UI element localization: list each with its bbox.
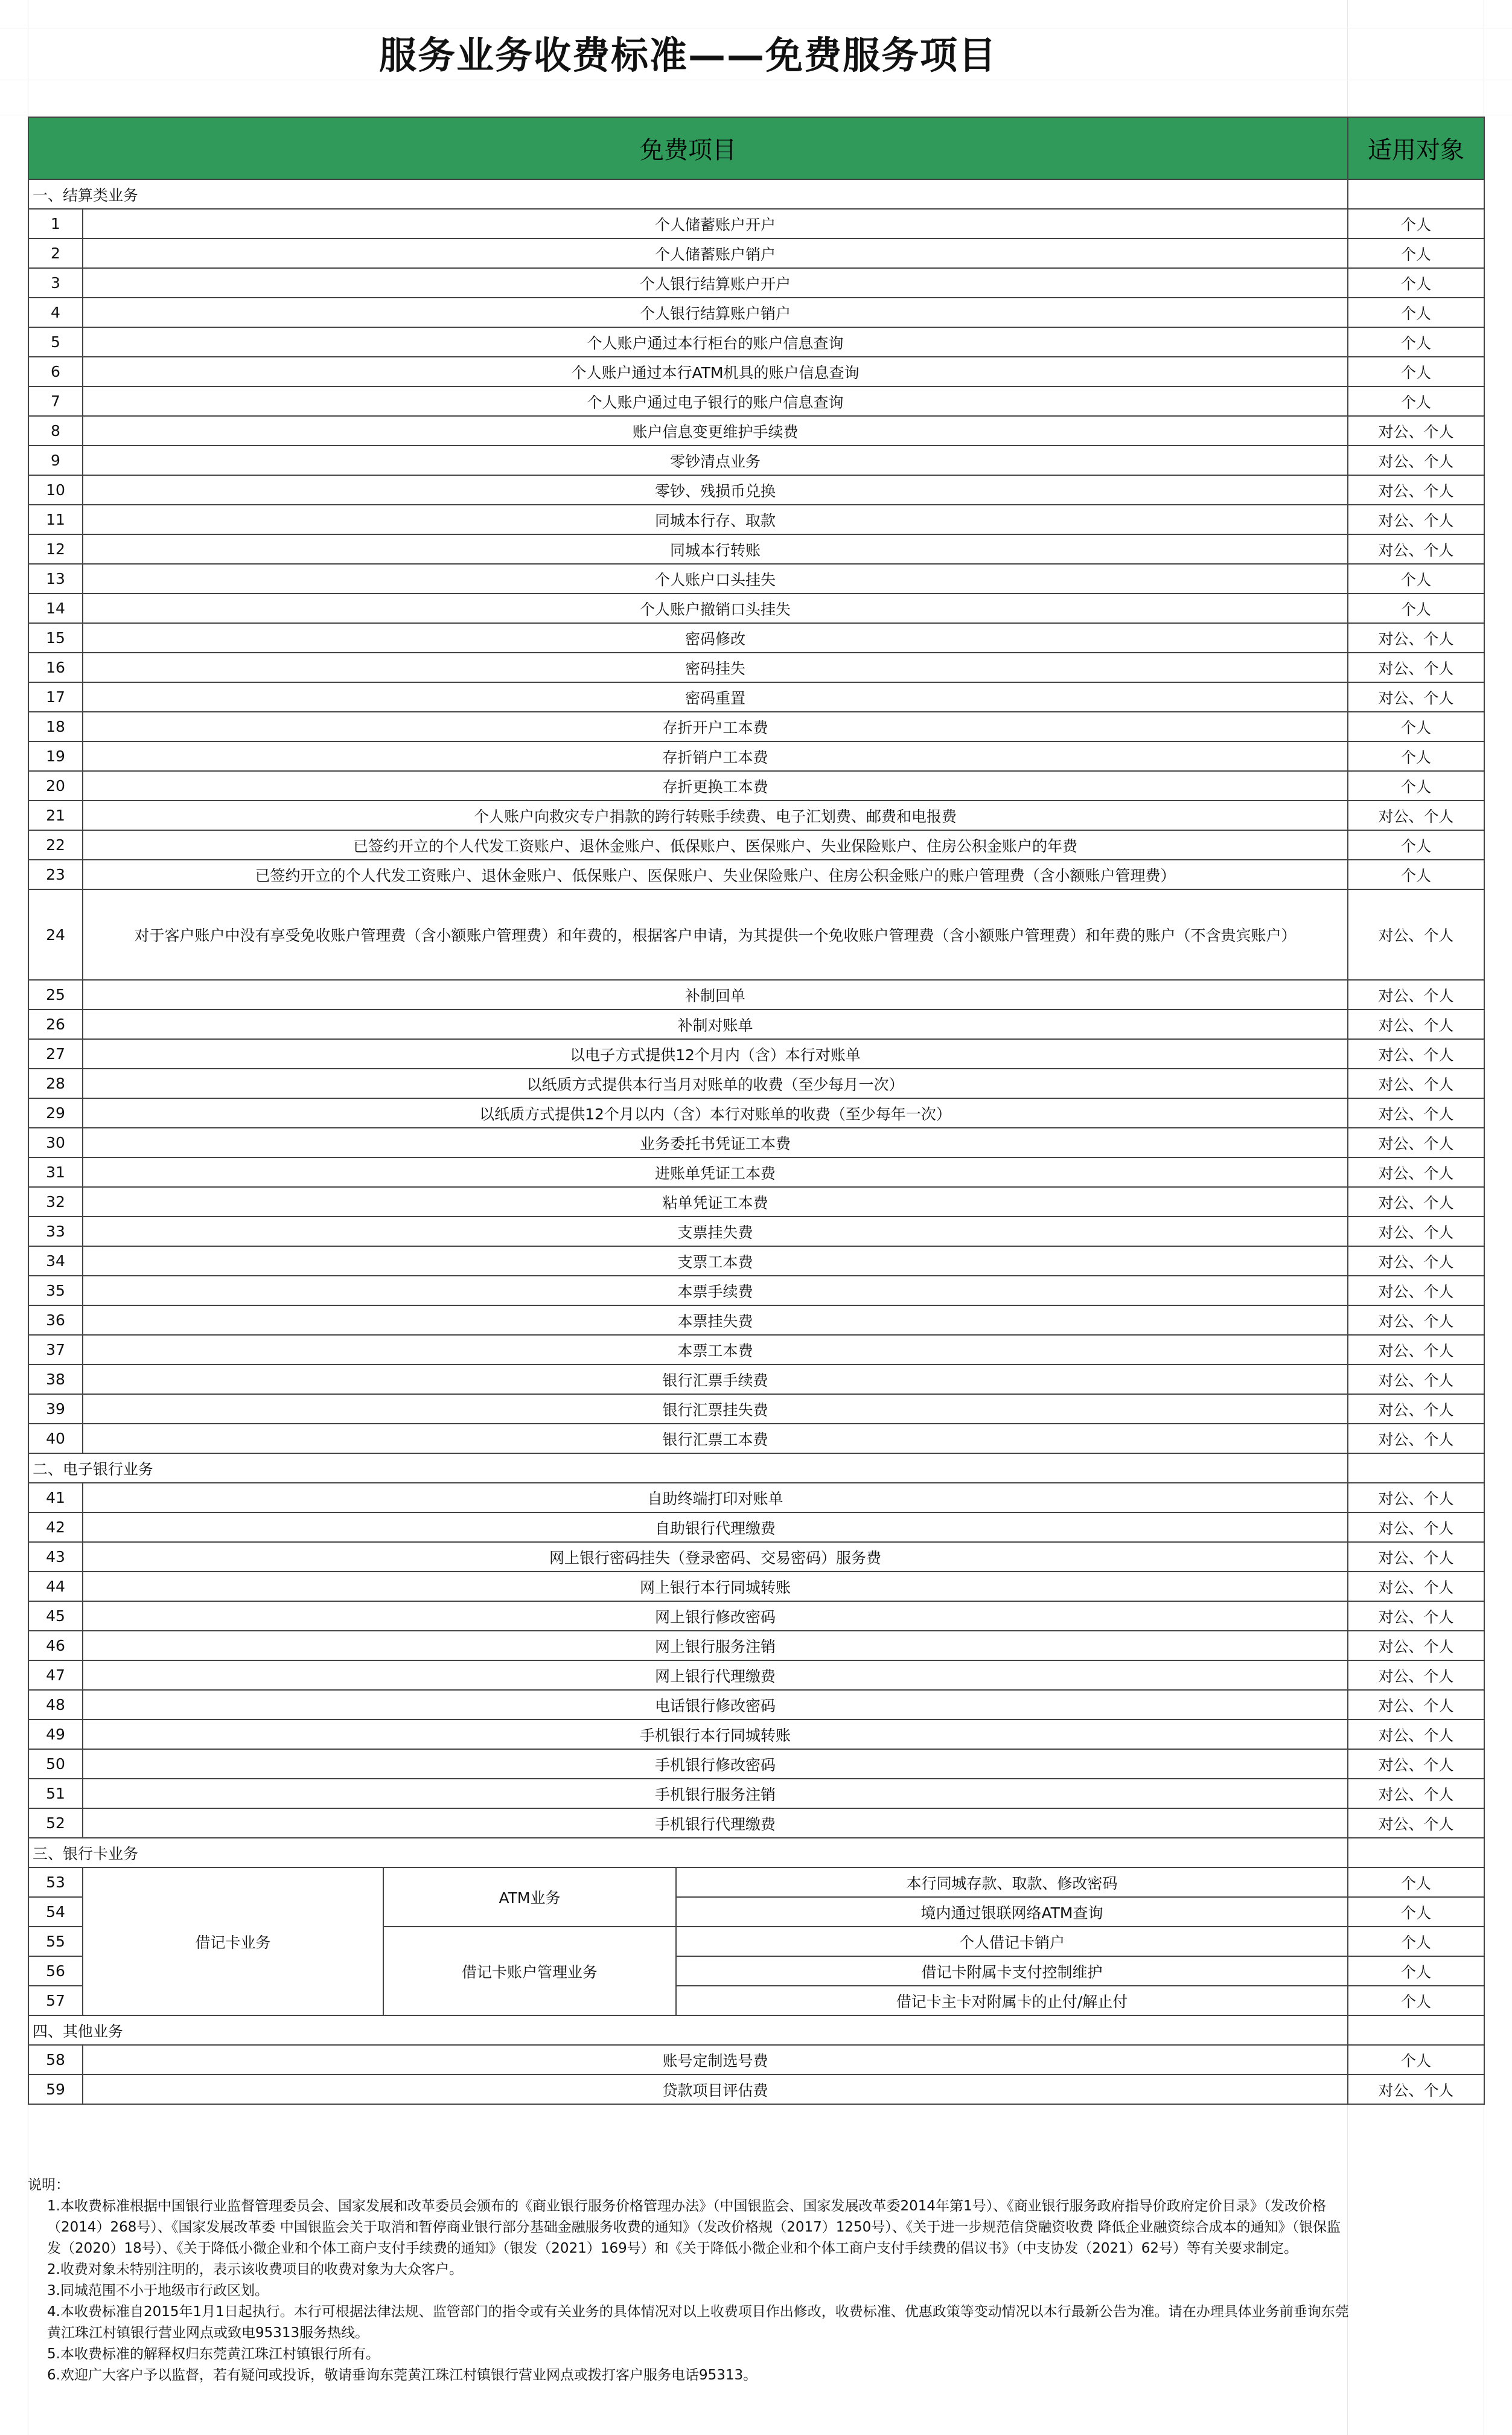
row-item: 个人账户通过本行ATM机具的账户信息查询 [83,357,1348,386]
table-row [28,623,1484,653]
row-number: 16 [28,653,83,682]
row-target: 对公、个人 [1348,1276,1484,1305]
row-number: 15 [28,623,83,653]
row-item: 已签约开立的个人代发工资账户、退休金账户、低保账户、医保账户、失业保险账户、住房公积金账户的账户管理费（含小额账户管理费） [83,860,1348,889]
row-target: 对公、个人 [1348,980,1484,1010]
table-row [28,741,1484,771]
note-6: 6.欢迎广大客户予以监督，若有疑问或投诉，敬请垂询东莞黄江珠江村镇银行营业网点或拨打客户服务电话95313。 [47,2367,758,2383]
row-item: 零钞、残损币兑换 [83,475,1348,505]
table-row [28,327,1484,357]
table-row [28,209,1484,238]
row-item: 个人储蓄账户开户 [83,209,1348,238]
row-item: 手机银行本行同城转账 [83,1720,1348,1749]
note-2: 2.收费对象未特别注明的，表示该收费项目的收费对象为大众客户。 [47,2262,463,2277]
row-item: 个人银行结算账户销户 [83,298,1348,327]
row-target: 个人 [1348,741,1484,771]
note-4: 4.本收费标准自2015年1月1日起执行。本行可根据法律法规、监管部门的指令或有关业务的具体情况对以上收费项目作出修改，收费标准、优惠政策等变动情况以本行最新公告为准。请在办理具体业务前垂询东莞黄江珠江村镇银行营业网点或致电95313服务热线。 [47,2304,1349,2341]
row-number: 27 [28,1039,83,1069]
row-number: 10 [28,475,83,505]
table-row [28,1867,1484,1897]
row-number: 57 [28,1986,83,2015]
row-number: 54 [28,1897,83,1927]
row-number: 6 [28,357,83,386]
table-row [28,1631,1484,1660]
table-row [28,534,1484,564]
row-item: 进账单凭证工本费 [83,1157,1348,1187]
table-row [28,860,1484,889]
row-item: 以电子方式提供12个月内（含）本行对账单 [83,1039,1348,1069]
row-item: 本票手续费 [83,1276,1348,1305]
row-item: 本行同城存款、取款、修改密码 [676,1867,1348,1897]
section-heading: 二、电子银行业务 [28,1453,1348,1483]
row-number: 9 [28,446,83,475]
row-target: 对公、个人 [1348,653,1484,682]
table-row [28,1157,1484,1187]
row-target: 对公、个人 [1348,623,1484,653]
row-item: 个人账户通过本行柜台的账户信息查询 [83,327,1348,357]
table-row [28,1276,1484,1305]
table-row [28,446,1484,475]
table-row [28,2075,1484,2104]
note-5: 5.本收费标准的解释权归东莞黄江珠江村镇银行所有。 [47,2346,380,2362]
row-target: 个人 [1348,2045,1484,2075]
row-target: 个人 [1348,1956,1484,1986]
row-item: 自助银行代理缴费 [83,1512,1348,1542]
row-number: 26 [28,1010,83,1039]
table-row [28,653,1484,682]
row-target: 对公、个人 [1348,1779,1484,1808]
section-heading-row [28,2015,1484,2045]
table-row [28,1335,1484,1365]
row-target: 对公、个人 [1348,1601,1484,1631]
table-row [28,238,1484,268]
row-item: 手机银行服务注销 [83,1779,1348,1808]
row-number: 41 [28,1483,83,1512]
row-number: 35 [28,1276,83,1305]
section-heading: 四、其他业务 [28,2015,1348,2045]
row-number: 36 [28,1305,83,1335]
row-target: 对公、个人 [1348,446,1484,475]
row-item: 手机银行修改密码 [83,1749,1348,1779]
row-number: 2 [28,238,83,268]
table-row [28,889,1484,980]
row-number: 45 [28,1601,83,1631]
row-item: 个人账户向救灾专户捐款的跨行转账手续费、电子汇划费、邮费和电报费 [83,801,1348,830]
row-target: 对公、个人 [1348,1424,1484,1453]
row-number: 5 [28,327,83,357]
table-row [28,594,1484,623]
row-item: 业务委托书凭证工本费 [83,1128,1348,1157]
table-row [28,1098,1484,1128]
table-row [28,268,1484,298]
row-item: 以纸质方式提供12个月以内（含）本行对账单的收费（至少每年一次） [83,1098,1348,1128]
row-item: 本票挂失费 [83,1305,1348,1335]
row-number: 14 [28,594,83,623]
row-target: 对公、个人 [1348,1365,1484,1394]
table-row [28,1542,1484,1572]
row-target: 个人 [1348,830,1484,860]
table-row [28,712,1484,741]
row-item: 个人储蓄账户销户 [83,238,1348,268]
row-target: 个人 [1348,1927,1484,1956]
row-number: 56 [28,1956,83,1986]
table-row [28,1394,1484,1424]
row-item: 账号定制选号费 [83,2045,1348,2075]
row-item: 以纸质方式提供本行当月对账单的收费（至少每月一次） [83,1069,1348,1098]
row-item: 个人账户口头挂失 [83,564,1348,594]
row-item: 网上银行本行同城转账 [83,1572,1348,1601]
row-number: 34 [28,1246,83,1276]
row-target: 对公、个人 [1348,1305,1484,1335]
table-row [28,1660,1484,1690]
row-number: 22 [28,830,83,860]
row-item: 个人借记卡销户 [676,1927,1348,1956]
table-row [28,1246,1484,1276]
header-target: 适用对象 [1348,117,1484,179]
notes [28,2175,1350,2386]
row-item: 个人账户撤销口头挂失 [83,594,1348,623]
row-number: 1 [28,209,83,238]
row-number: 12 [28,534,83,564]
row-target: 对公、个人 [1348,416,1484,446]
fee-table [28,117,1485,2105]
row-item: 同城本行存、取款 [83,505,1348,534]
row-number: 53 [28,1867,83,1897]
table-row [28,475,1484,505]
row-target: 对公、个人 [1348,1749,1484,1779]
row-number: 49 [28,1720,83,1749]
row-item: 网上银行密码挂失（登录密码、交易密码）服务费 [83,1542,1348,1572]
section-heading-row [28,1453,1484,1483]
row-item: 借记卡附属卡支付控制维护 [676,1956,1348,1986]
row-number: 43 [28,1542,83,1572]
table-row [28,801,1484,830]
table-row [28,980,1484,1010]
section-heading-row [28,1838,1484,1867]
table-row [28,1069,1484,1098]
row-target: 个人 [1348,268,1484,298]
card-group: ATM业务 [383,1867,676,1927]
page-title: 服务业务收费标准——免费服务项目 [378,33,997,77]
row-target: 对公、个人 [1348,1394,1484,1424]
table-row [28,830,1484,860]
row-item: 贷款项目评估费 [83,2075,1348,2104]
row-target: 对公、个人 [1348,1187,1484,1217]
row-item: 粘单凭证工本费 [83,1187,1348,1217]
row-number: 11 [28,505,83,534]
row-number: 25 [28,980,83,1010]
row-item: 存折更换工本费 [83,771,1348,801]
row-target: 对公、个人 [1348,1098,1484,1128]
row-target: 对公、个人 [1348,1512,1484,1542]
row-target: 对公、个人 [1348,1217,1484,1246]
row-item: 账户信息变更维护手续费 [83,416,1348,446]
row-item: 补制回单 [83,980,1348,1010]
table-row [28,1483,1484,1512]
row-item: 个人账户通过电子银行的账户信息查询 [83,386,1348,416]
row-number: 58 [28,2045,83,2075]
section-heading-row [28,179,1484,209]
row-item: 自助终端打印对账单 [83,1483,1348,1512]
row-item: 手机银行代理缴费 [83,1808,1348,1838]
row-number: 48 [28,1690,83,1720]
card-category: 借记卡业务 [83,1867,383,2015]
row-number: 37 [28,1335,83,1365]
table-row [28,682,1484,712]
table-row [28,1512,1484,1542]
row-target: 个人 [1348,594,1484,623]
row-target: 个人 [1348,1867,1484,1897]
row-number: 4 [28,298,83,327]
section-heading-blank [1348,1838,1484,1867]
row-item: 同城本行转账 [83,534,1348,564]
row-number: 50 [28,1749,83,1779]
row-item: 银行汇票手续费 [83,1365,1348,1394]
row-number: 23 [28,860,83,889]
row-target: 个人 [1348,712,1484,741]
row-target: 个人 [1348,327,1484,357]
row-number: 40 [28,1424,83,1453]
row-target: 对公、个人 [1348,889,1484,980]
table-row [28,1128,1484,1157]
row-item: 已签约开立的个人代发工资账户、退休金账户、低保账户、医保账户、失业保险账户、住房公积金账户的年费 [83,830,1348,860]
row-target: 个人 [1348,209,1484,238]
table-row [28,2045,1484,2075]
row-item: 网上银行服务注销 [83,1631,1348,1660]
table-row [28,298,1484,327]
row-target: 对公、个人 [1348,1572,1484,1601]
row-number: 52 [28,1808,83,1838]
row-target: 个人 [1348,1897,1484,1927]
row-number: 24 [28,889,83,980]
row-item: 存折销户工本费 [83,741,1348,771]
row-target: 个人 [1348,238,1484,268]
row-target: 个人 [1348,1986,1484,2015]
row-target: 个人 [1348,860,1484,889]
row-target: 对公、个人 [1348,1010,1484,1039]
header-item: 免费项目 [28,117,1348,179]
table-row [28,1572,1484,1601]
section-heading: 一、结算类业务 [28,179,1348,209]
row-item: 银行汇票工本费 [83,1424,1348,1453]
row-target: 对公、个人 [1348,475,1484,505]
row-item: 个人银行结算账户开户 [83,268,1348,298]
section-heading-blank [1348,1453,1484,1483]
row-target: 对公、个人 [1348,1808,1484,1838]
row-target: 对公、个人 [1348,1720,1484,1749]
row-number: 32 [28,1187,83,1217]
row-item: 境内通过银联网络ATM查询 [676,1897,1348,1927]
row-target: 对公、个人 [1348,1631,1484,1660]
row-target: 对公、个人 [1348,682,1484,712]
row-number: 33 [28,1217,83,1246]
table-row [28,564,1484,594]
row-target: 对公、个人 [1348,1542,1484,1572]
row-number: 21 [28,801,83,830]
row-number: 13 [28,564,83,594]
row-item: 补制对账单 [83,1010,1348,1039]
row-number: 20 [28,771,83,801]
row-item: 密码修改 [83,623,1348,653]
row-target: 对公、个人 [1348,1069,1484,1098]
table-row [28,1365,1484,1394]
row-number: 38 [28,1365,83,1394]
table-row [28,1720,1484,1749]
row-target: 个人 [1348,298,1484,327]
note-3: 3.同城范围不小于地级市行政区划。 [47,2283,269,2299]
table-row [28,771,1484,801]
row-number: 46 [28,1631,83,1660]
row-item: 密码挂失 [83,653,1348,682]
row-number: 18 [28,712,83,741]
row-target: 对公、个人 [1348,1039,1484,1069]
row-number: 42 [28,1512,83,1542]
table-row [28,386,1484,416]
row-number: 31 [28,1157,83,1187]
row-number: 39 [28,1394,83,1424]
table-row [28,1305,1484,1335]
table-row [28,1749,1484,1779]
row-number: 17 [28,682,83,712]
row-item: 对于客户账户中没有享受免收账户管理费（含小额账户管理费）和年费的，根据客户申请，为其提供一个免收账户管理费（含小额账户管理费）和年费的账户（不含贵宾账户） [83,889,1348,980]
row-item: 网上银行修改密码 [83,1601,1348,1631]
row-target: 对公、个人 [1348,1246,1484,1276]
row-target: 对公、个人 [1348,2075,1484,2104]
row-number: 8 [28,416,83,446]
row-item: 零钞清点业务 [83,446,1348,475]
table-row [28,416,1484,446]
table-row [28,1217,1484,1246]
note-1: 1.本收费标准根据中国银行业监督管理委员会、国家发展和改革委员会颁布的《商业银行服务价格管理办法》（中国银监会、国家发展改革委2014年第1号）、《商业银行服务政府指导价政府定价目录》（发改价格（2014）268号）、《国家发展改革委 中国银监会关于取消和暂停商业银行部分基础金融服务收费的通知》（发改价格规（2017）1250号）、《关于进一步规范信贷融资收费 降低企业融资综合成本的通知》（银保监发（2020）18号）、《关于降低小微企业和个体工商户支付手续费的通知》（银发（2021）169号）和《关于降低小微企业和个体工商户支付手续费的倡议书》（中支协发（2021）62号）等有关要求制定。 [47,2198,1341,2256]
row-target: 对公、个人 [1348,1660,1484,1690]
table-row [28,1010,1484,1039]
table-row [28,1808,1484,1838]
table-row [28,505,1484,534]
table-row [28,1690,1484,1720]
row-number: 55 [28,1927,83,1956]
row-target: 个人 [1348,771,1484,801]
row-target: 个人 [1348,564,1484,594]
row-item: 本票工本费 [83,1335,1348,1365]
row-item: 存折开户工本费 [83,712,1348,741]
section-heading-blank [1348,2015,1484,2045]
row-item: 支票工本费 [83,1246,1348,1276]
section-heading-blank [1348,179,1484,209]
row-target: 对公、个人 [1348,1690,1484,1720]
table-row [28,1601,1484,1631]
row-number: 7 [28,386,83,416]
table-row [28,1779,1484,1808]
row-target: 对公、个人 [1348,1128,1484,1157]
row-target: 对公、个人 [1348,505,1484,534]
row-number: 29 [28,1098,83,1128]
row-target: 个人 [1348,386,1484,416]
row-number: 51 [28,1779,83,1808]
table-row [28,1039,1484,1069]
row-target: 对公、个人 [1348,1335,1484,1365]
notes-label: 说明： [28,2177,69,2193]
row-number: 19 [28,741,83,771]
row-target: 对公、个人 [1348,1483,1484,1512]
card-group: 借记卡账户管理业务 [383,1927,676,2015]
row-item: 密码重置 [83,682,1348,712]
row-item: 支票挂失费 [83,1217,1348,1246]
row-number: 30 [28,1128,83,1157]
row-item: 银行汇票挂失费 [83,1394,1348,1424]
row-item: 借记卡主卡对附属卡的止付/解止付 [676,1986,1348,2015]
table-header-row [28,117,1484,179]
row-item: 电话银行修改密码 [83,1690,1348,1720]
table-row [28,1187,1484,1217]
row-number: 59 [28,2075,83,2104]
table-row [28,1424,1484,1453]
row-target: 对公、个人 [1348,534,1484,564]
row-target: 对公、个人 [1348,1157,1484,1187]
table-row [28,357,1484,386]
row-target: 对公、个人 [1348,801,1484,830]
section-heading: 三、银行卡业务 [28,1838,1348,1867]
row-number: 3 [28,268,83,298]
row-number: 44 [28,1572,83,1601]
fee-table-body [28,117,1484,2104]
row-number: 28 [28,1069,83,1098]
row-item: 网上银行代理缴费 [83,1660,1348,1690]
row-number: 47 [28,1660,83,1690]
row-target: 个人 [1348,357,1484,386]
